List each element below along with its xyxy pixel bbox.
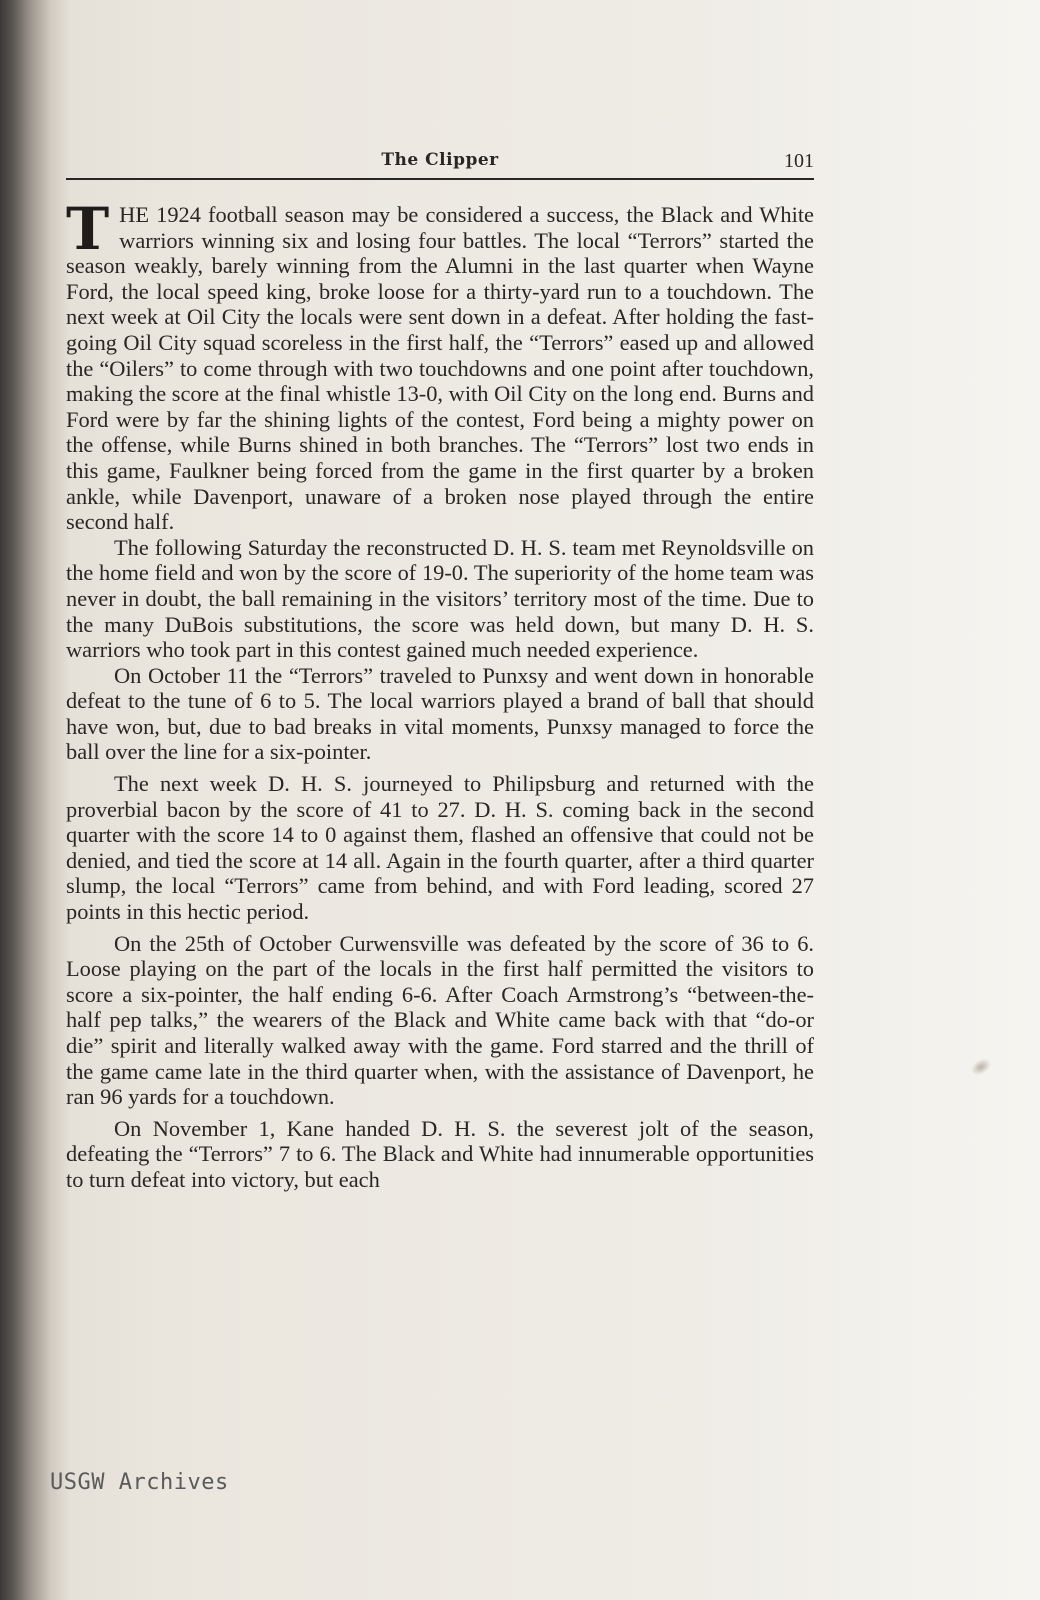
- paragraph-1: [66, 195, 814, 535]
- paragraph-6: On November 1, Kane handed D. H. S. the severest jolt of the season, defeating the “Terrors” 7 to 6. The Black and White had innumerable opportunities to turn defeat into victory, but each: [66, 1115, 814, 1192]
- paragraph-2: The following Saturday the reconstructed D. H. S. team met Reynoldsville on the home field and won by the score of 19-0. The superiority of the home team was never in doubt, the ball remaining in the visitors’ territory most of the time. Due to the many DuBois substitutions, the score was held down, but many D. H. S. warriors who took part in this contest gained much needed experience.: [66, 534, 814, 663]
- paragraph-5: On the 25th of October Curwensville was defeated by the score of 36 to 6. Loose playing on the part of the locals in the first half permitted the visitors to score a six-pointer, the half ending 6-6. After Coach Armstrong’s “between-the-half pep talks,” the wearers of the Black and White came back with that “do-or die” spirit and literally walked away with the game. Ford starred and the thrill of the game came late in the third quarter when, with the assistance of Davenport, he ran 96 yards for a touchdown.: [66, 930, 814, 1110]
- paragraph-3: On October 11 the “Terrors” traveled to Punxsy and went down in honorable defeat to the tune of 6 to 5. The local warriors played a brand of ball that should have won, but, due to bad breaks in vital moments, Punxsy managed to force the ball over the line for a six-pointer.: [66, 662, 814, 765]
- page-number: 101: [784, 150, 814, 172]
- running-header: [66, 146, 814, 180]
- paragraph-1-text: HE 1924 football season may be considered a success, the Black and White warriors winning six and losing four battles. The local “Terrors” started the season weakly, barely winning from the Alumni in the last quarter when Wayne Ford, the local speed king, broke loose for a thirty-yard run to a touchdown. The next week at Oil City the locals were sent down in a defeat. After holding the fast-going Oil City squad scoreless in the first half, the “Terrors” eased up and allowed the “Oilers” to come through with two touchdowns and one point after touchdown, making the score at the final whistle 13-0, with Oil City on the long end. Burns and Ford were by far the shining lights of the contest, Ford being a mighty power on the offense, while Burns shined in both branches. The “Terrors” lost two ends in this game, Faulkner being forced from the game in the first quarter by a broken ankle, while Davenport, unaware of a broken nose played through the entire second half.: [66, 202, 814, 535]
- page-smudge: [968, 1055, 994, 1078]
- header-title: The Clipper: [381, 150, 499, 170]
- drop-cap: T: [66, 195, 110, 263]
- article-body: [66, 195, 814, 1193]
- paragraph-4: The next week D. H. S. journeyed to Philipsburg and returned with the proverbial bacon by the score of 41 to 27. D. H. S. coming back in the second quarter with the score 14 to 0 against them, flashed an offensive that could not be denied, and tied the score at 14 all. Again in the fourth quarter, after a third quarter slump, the local “Terrors” came from behind, and with Ford leading, scored 27 points in this hectic period.: [66, 771, 814, 925]
- book-page: [66, 146, 814, 1193]
- archive-watermark: USGW Archives: [50, 1470, 229, 1495]
